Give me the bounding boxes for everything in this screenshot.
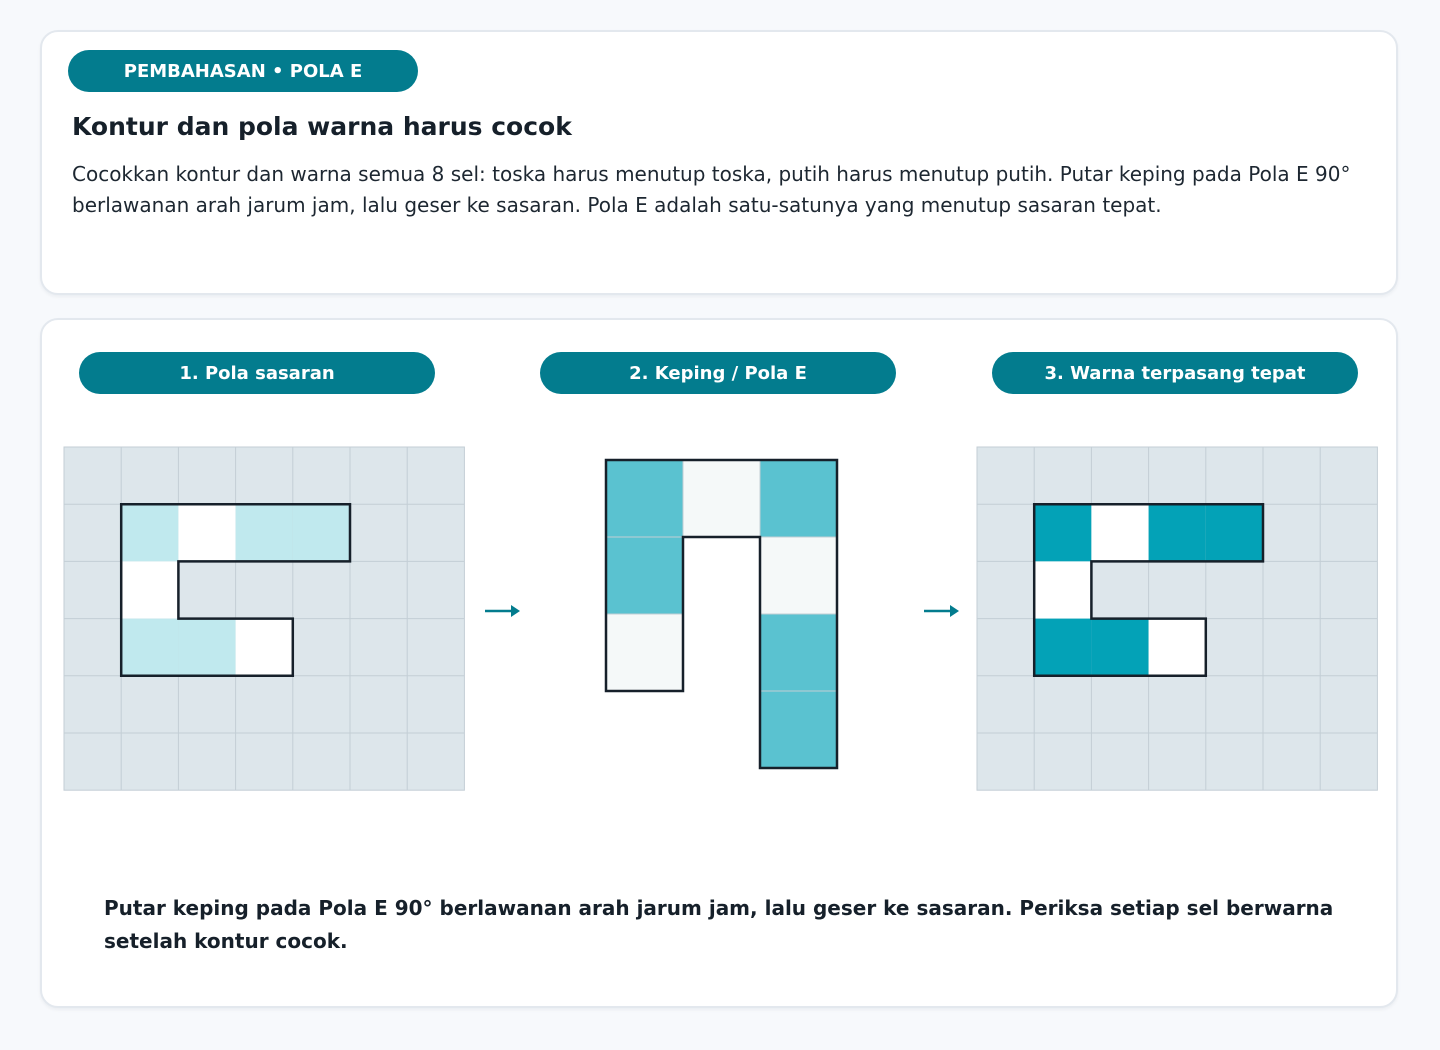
piece-cell-putih	[683, 460, 760, 537]
fit-cell-toska	[1091, 619, 1148, 676]
piece-cell-toska	[760, 691, 837, 768]
step-label-piece: 2. Keping / Pola E	[540, 352, 896, 394]
fit-cell-putih	[1034, 561, 1091, 618]
piece-cell-putih	[760, 537, 837, 614]
piece-pattern-e	[606, 460, 837, 768]
fitted-board	[977, 447, 1377, 790]
target-cell-toska	[121, 619, 178, 676]
explanation-description: Cocokkan kontur dan warna semua 8 sel: toska harus menutup toska, putih harus menutup putih. Putar keping pada Pola E 90° berlawanan arah jarum jam, lalu geser ke sasaran. Pola E adalah satu-satunya yang menutup sasaran tepat.	[72, 162, 1351, 217]
explanation-badge: PEMBAHASAN • POLA E	[68, 50, 418, 92]
target-cell-toska	[121, 504, 178, 561]
fit-cell-toska	[1034, 504, 1091, 561]
fit-cell-toska	[1034, 619, 1091, 676]
target-cell-putih	[121, 561, 178, 618]
target-board	[64, 447, 464, 790]
fit-cell-toska	[1206, 504, 1263, 561]
figure-card	[40, 318, 1398, 1008]
arrow-right-icon	[485, 605, 520, 617]
piece-cell-toska	[606, 460, 683, 537]
target-cell-putih	[178, 504, 235, 561]
piece-cell-toska	[760, 460, 837, 537]
explanation-card	[40, 30, 1398, 295]
target-cell-toska	[178, 619, 235, 676]
fit-cell-putih	[1091, 504, 1148, 561]
fit-cell-toska	[1149, 504, 1206, 561]
puzzle-figure	[42, 320, 1400, 880]
target-cell-toska	[236, 504, 293, 561]
piece-cell-toska	[760, 614, 837, 691]
target-cell-toska	[293, 504, 350, 561]
arrow-right-icon	[924, 605, 959, 617]
target-cell-putih	[236, 619, 293, 676]
fit-cell-putih	[1149, 619, 1206, 676]
piece-cell-toska	[606, 537, 683, 614]
instruction-note: Putar keping pada Pola E 90° berlawanan arah jarum jam, lalu geser ke sasaran. Periksa setiap sel berwarna setelah kontur cocok.	[104, 896, 1334, 953]
step-label-fit: 3. Warna terpasang tepat	[992, 352, 1358, 394]
explanation-title: Kontur dan pola warna harus cocok	[72, 112, 572, 141]
piece-cell-putih	[606, 614, 683, 691]
step-label-target: 1. Pola sasaran	[79, 352, 435, 394]
